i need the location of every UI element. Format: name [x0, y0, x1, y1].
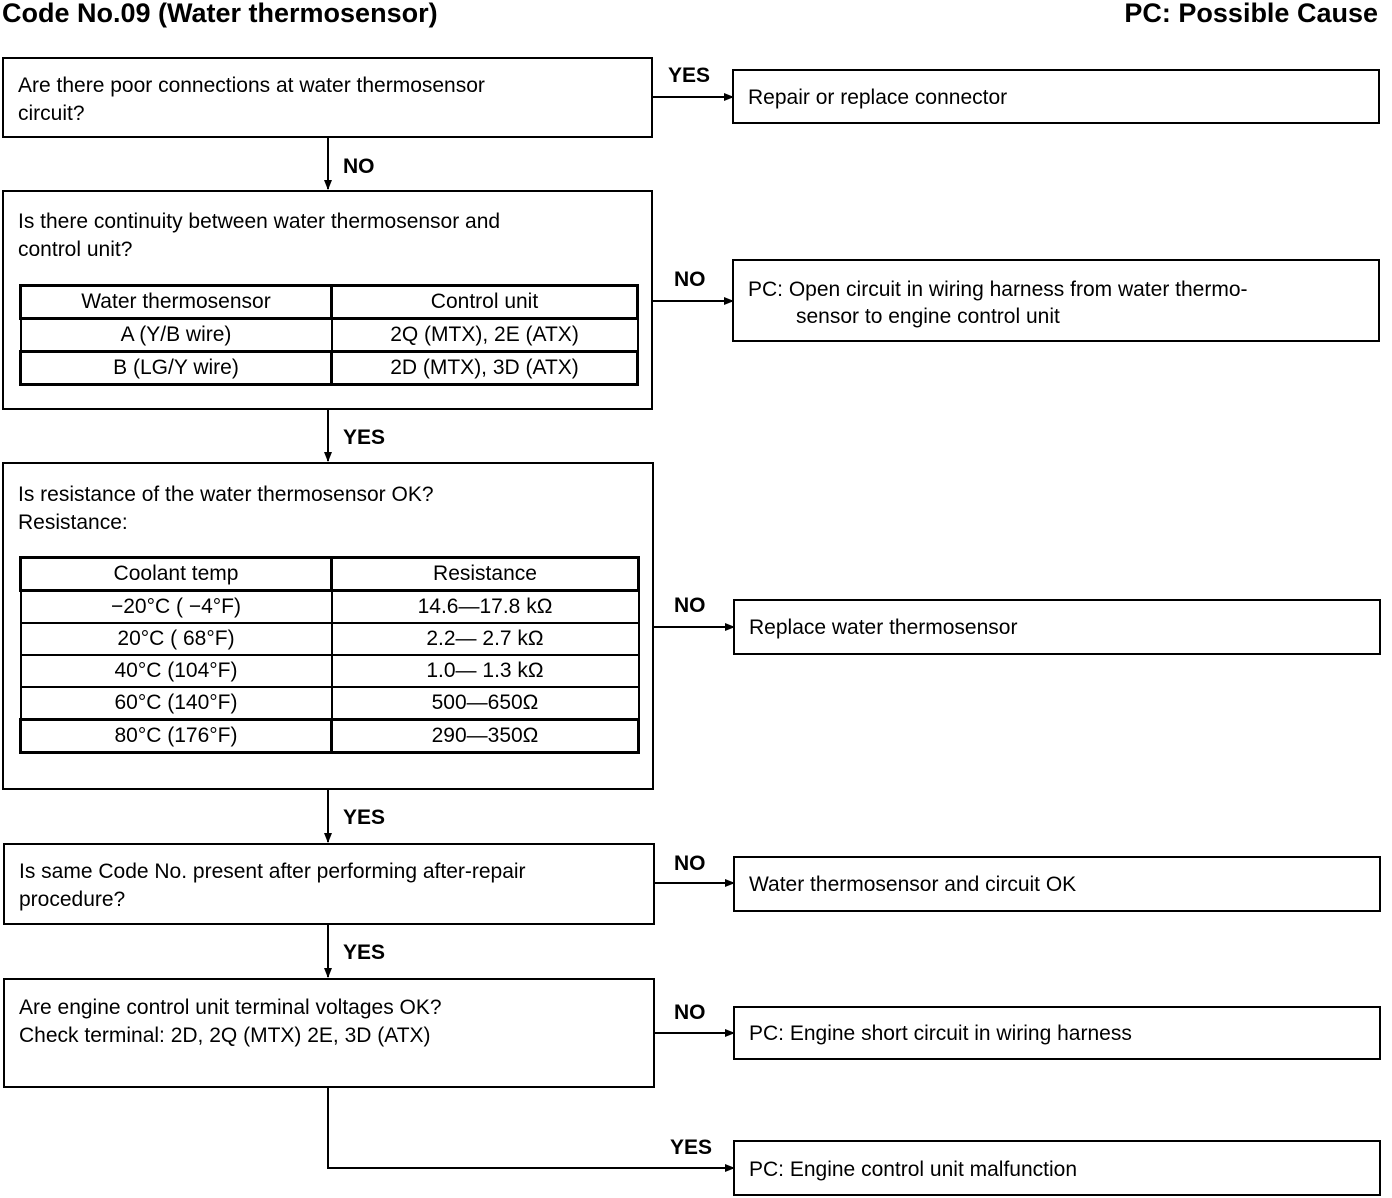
table-cell: 20°C ( 68°F) [21, 623, 332, 655]
down-label-2: YES [343, 426, 386, 449]
page-title: Code No.09 (Water thermosensor) [2, 0, 438, 28]
table-row [21, 720, 639, 753]
down-label-4: YES [343, 941, 386, 964]
down-label-1: NO [343, 155, 375, 178]
table-row [21, 623, 639, 655]
continuity-table [19, 284, 639, 386]
question-text: Is same Code No. present after performing after-repair procedure? [19, 860, 526, 911]
question-box-3 [2, 462, 654, 790]
result-box-4 [733, 856, 1381, 912]
table-row [21, 687, 639, 720]
table-cell: 2.2— 2.7 kΩ [332, 623, 639, 655]
question-box-1 [2, 57, 653, 138]
legend-title: PC: Possible Cause [1124, 0, 1378, 28]
table-cell: −20°C ( −4°F) [21, 591, 332, 624]
table-row [21, 591, 639, 624]
question-text: Are there poor connections at water thermosensor circuit? [18, 74, 485, 125]
question-text: Are engine control unit terminal voltages OK? Check terminal: 2D, 2Q (MTX) 2E, 3D (ATX) [19, 996, 442, 1047]
branch-label-step5-yes: YES [670, 1136, 713, 1159]
question-box-5 [3, 978, 655, 1088]
down-label-3: YES [343, 806, 386, 829]
table-cell: 2D (MTX), 3D (ATX) [332, 352, 638, 385]
branch-label-step5-no: NO [674, 1001, 706, 1024]
result-box-5 [733, 1006, 1381, 1060]
table-cell: 40°C (104°F) [21, 655, 332, 687]
result-text: Repair or replace connector [748, 86, 1008, 109]
branch-label-step4: NO [674, 852, 706, 875]
table-header: Water thermosensor [21, 286, 332, 319]
result-box-6 [733, 1140, 1381, 1196]
question-text: Is resistance of the water thermosensor OK? Resistance: [18, 483, 434, 534]
branch-label-step3: NO [674, 594, 706, 617]
table-cell: 14.6—17.8 kΩ [332, 591, 639, 624]
table-row [21, 319, 638, 352]
table-header-row [21, 558, 639, 591]
result-box-3 [733, 599, 1381, 655]
table-cell: 80°C (176°F) [21, 720, 332, 753]
result-box-1 [732, 69, 1380, 124]
table-header: Control unit [332, 286, 638, 319]
result-text: PC: Engine short circuit in wiring harness [749, 1022, 1132, 1045]
table-cell: 1.0— 1.3 kΩ [332, 655, 639, 687]
table-cell: 2Q (MTX), 2E (ATX) [332, 319, 638, 352]
resistance-table [19, 556, 640, 754]
question-box-4 [3, 843, 655, 925]
table-cell: 60°C (140°F) [21, 687, 332, 720]
question-box-2 [2, 190, 653, 410]
result-box-2 [732, 259, 1380, 342]
table-header: Coolant temp [21, 558, 332, 591]
table-cell: 290—350Ω [332, 720, 639, 753]
question-text: Is there continuity between water thermosensor and control unit? [18, 210, 501, 261]
result-text: Replace water thermosensor [749, 616, 1018, 639]
table-row [21, 655, 639, 687]
branch-label-step2: NO [674, 268, 706, 291]
result-text: PC: Engine control unit malfunction [749, 1158, 1078, 1181]
table-header: Resistance [332, 558, 639, 591]
table-row [21, 352, 638, 385]
result-text: Water thermosensor and circuit OK [749, 873, 1077, 896]
branch-label-step1: YES [668, 64, 711, 87]
result-text: PC: Open circuit in wiring harness from water thermo- sensor to engine control unit [748, 278, 1248, 328]
table-cell: A (Y/B wire) [21, 319, 332, 352]
table-cell: B (LG/Y wire) [21, 352, 332, 385]
table-cell: 500—650Ω [332, 687, 639, 720]
table-header-row [21, 286, 638, 319]
